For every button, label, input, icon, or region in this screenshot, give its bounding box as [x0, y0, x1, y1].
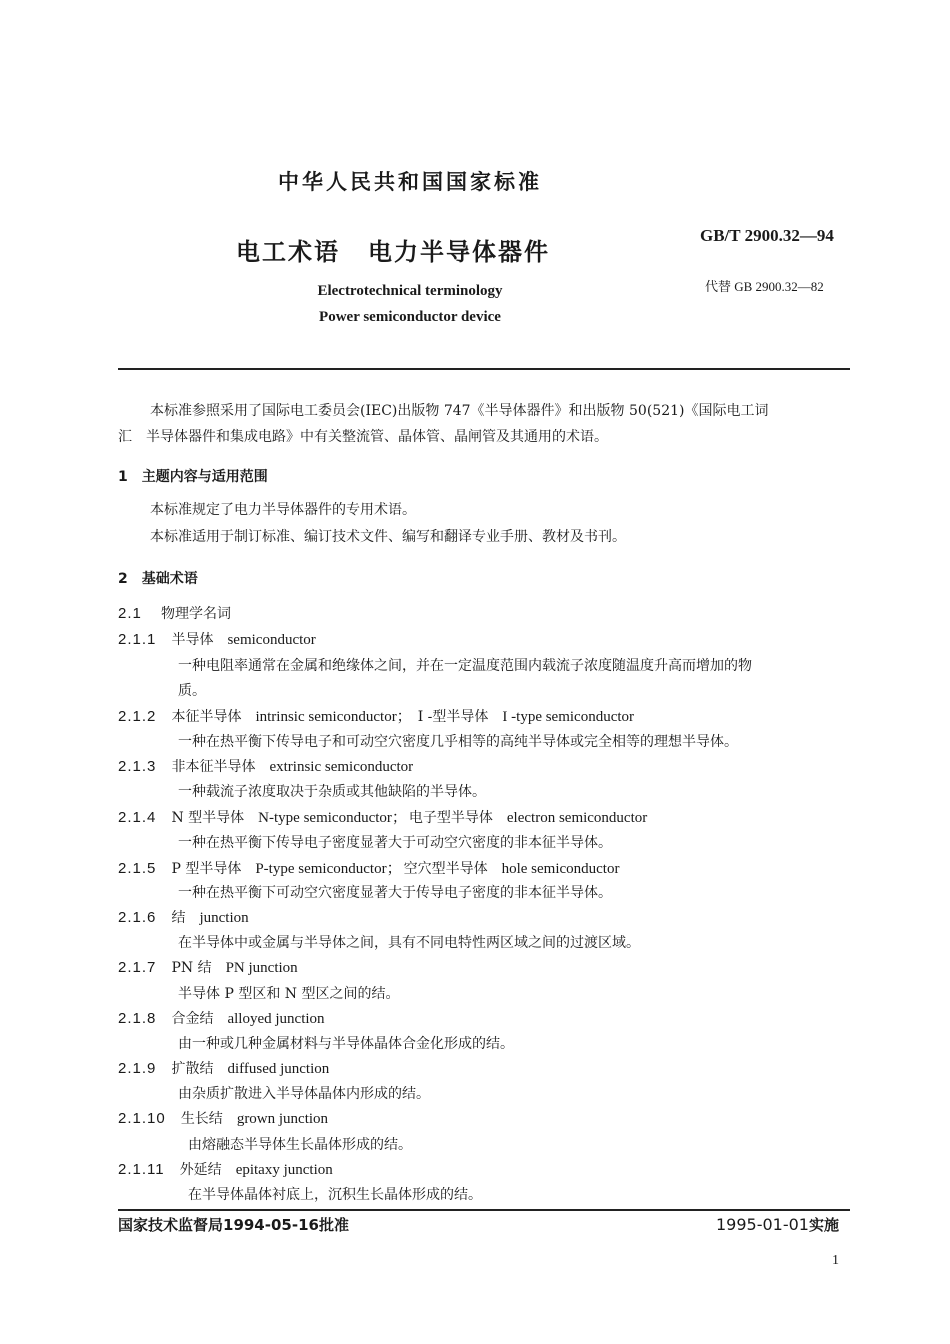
- term-number: 2.1.10: [118, 1110, 166, 1127]
- section1-para2: 本标准适用于制订标准、编订技术文件、编写和翻译专业手册、教材及书刊。: [150, 529, 626, 545]
- term-entry: [118, 756, 413, 776]
- term-cn-alt: 电子型半导体: [408, 810, 493, 826]
- term-en: extrinsic semiconductor: [269, 759, 414, 775]
- term-definition: 一种在热平衡下传导电子密度显著大于可动空穴密度的非本征半导体。: [178, 835, 612, 851]
- term-en-alt: electron semiconductor: [506, 810, 648, 826]
- term-definition: 由杂质扩散进入半导体晶体内形成的结。: [178, 1086, 430, 1102]
- title-en-line1: Electrotechnical terminology: [317, 283, 503, 299]
- term-en: PN junction: [225, 960, 298, 976]
- national-standard-label: 中华人民共和国国家标准: [278, 170, 542, 194]
- term-cn: PN 结: [171, 960, 212, 976]
- term-en: alloyed junction: [227, 1011, 325, 1027]
- term-definition: 在半导体中或金属与半导体之间，具有不同电特性两区域之间的过渡区域。: [178, 935, 640, 951]
- term-number: 2.1.3: [118, 758, 157, 775]
- term-entry: [118, 957, 298, 977]
- term-en: P-type semiconductor；: [255, 861, 402, 877]
- term-cn: 合金结: [171, 1011, 214, 1027]
- subsection-title: 物理学名词: [160, 606, 231, 622]
- header-divider: [118, 368, 850, 370]
- term-entry: [118, 806, 647, 827]
- replaces-standard: 代替 GB 2900.32—82: [705, 279, 824, 294]
- term-definition: 由一种或几种金属材料与半导体晶体合金化形成的结。: [178, 1036, 514, 1052]
- term-definition: 半导体 P 型区和 N 型区之间的结。: [178, 986, 400, 1002]
- term-entry: [118, 629, 316, 649]
- section2-heading: 2 基础术语: [118, 571, 198, 587]
- document-title-cn: [236, 232, 550, 267]
- term-entry: [118, 857, 619, 878]
- term-number: 2.1.7: [118, 959, 157, 976]
- title-cn-part2: 电力半导体器件: [368, 238, 550, 266]
- term-cn: 扩散结: [171, 1061, 214, 1077]
- subsection-number: 2.1: [118, 605, 142, 622]
- term-en: diffused junction: [227, 1061, 330, 1077]
- term-definition-cont: 质。: [178, 683, 206, 699]
- term-cn-alt: I -型半导体: [417, 709, 489, 725]
- term-definition: 由熔融态半导体生长晶体形成的结。: [188, 1137, 412, 1153]
- section1-para1: 本标准规定了电力半导体器件的专用术语。: [150, 502, 416, 518]
- term-definition: 一种载流子浓度取决于杂质或其他缺陷的半导体。: [178, 784, 486, 800]
- subsection-2-1: [118, 603, 231, 623]
- term-number: 2.1.11: [118, 1161, 165, 1178]
- term-cn: 非本征半导体: [171, 759, 256, 775]
- term-en: grown junction: [236, 1111, 329, 1127]
- term-entry: [118, 1108, 328, 1128]
- term-cn: P 型半导体: [171, 861, 242, 877]
- page-number: 1: [832, 1253, 839, 1268]
- term-number: 2.1.1: [118, 631, 157, 648]
- term-number: 2.1.9: [118, 1060, 157, 1077]
- term-number: 2.1.5: [118, 860, 157, 877]
- term-en: junction: [199, 910, 249, 926]
- term-entry: [118, 1008, 325, 1028]
- term-cn: 本征半导体: [171, 709, 242, 725]
- term-cn: 外延结: [179, 1162, 222, 1178]
- effective-statement: [716, 1214, 839, 1235]
- effective-label: 实施: [808, 1216, 839, 1234]
- title-en-line2: Power semiconductor device: [319, 309, 501, 325]
- term-entry: [118, 705, 634, 726]
- term-en: semiconductor: [227, 632, 316, 648]
- term-en-alt: I -type semiconductor: [502, 709, 635, 725]
- effective-date: 1995-01-01: [716, 1215, 809, 1234]
- term-entry: [118, 1058, 329, 1078]
- standard-number: GB/T 2900.32—94: [700, 226, 834, 245]
- footer-divider: [118, 1209, 850, 1211]
- term-definition: 一种在热平衡下传导电子和可动空穴密度几乎相等的高纯半导体或完全相等的理想半导体。: [178, 734, 738, 750]
- term-number: 2.1.8: [118, 1010, 157, 1027]
- term-en: intrinsic semiconductor；: [255, 709, 412, 725]
- title-cn-part1: 电工术语: [236, 238, 340, 266]
- term-en: epitaxy junction: [235, 1162, 333, 1178]
- term-number: 2.1.2: [118, 708, 157, 725]
- intro-line1: 本标准参照采用了国际电工委员会(IEC)出版物 747《半导体器件》和出版物 50(521)《国际电工词: [150, 403, 769, 419]
- term-entry: [118, 1159, 333, 1179]
- intro-line2: 汇 半导体器件和集成电路》中有关整流管、晶体管、晶闸管及其通用的术语。: [118, 429, 608, 445]
- term-definition: 一种电阻率通常在金属和绝缘体之间，并在一定温度范围内载流子浓度随温度升高而增加的物: [178, 658, 752, 674]
- term-en: N-type semiconductor；: [258, 810, 407, 826]
- term-cn: 结: [171, 910, 186, 926]
- term-cn-alt: 空穴型半导体: [403, 861, 488, 877]
- term-definition: 在半导体晶体衬底上，沉积生长晶体形成的结。: [188, 1187, 482, 1203]
- term-cn: N 型半导体: [171, 810, 245, 826]
- term-entry: [118, 907, 249, 927]
- term-en-alt: hole semiconductor: [501, 861, 620, 877]
- term-number: 2.1.6: [118, 909, 157, 926]
- term-cn: 半导体: [171, 632, 214, 648]
- section1-heading: 1 主题内容与适用范围: [118, 469, 268, 485]
- term-cn: 生长结: [180, 1111, 223, 1127]
- term-definition: 一种在热平衡下可动空穴密度显著大于传导电子密度的非本征半导体。: [178, 885, 612, 901]
- term-number: 2.1.4: [118, 809, 157, 826]
- approval-statement: 国家技术监督局1994-05-16批准: [118, 1216, 349, 1234]
